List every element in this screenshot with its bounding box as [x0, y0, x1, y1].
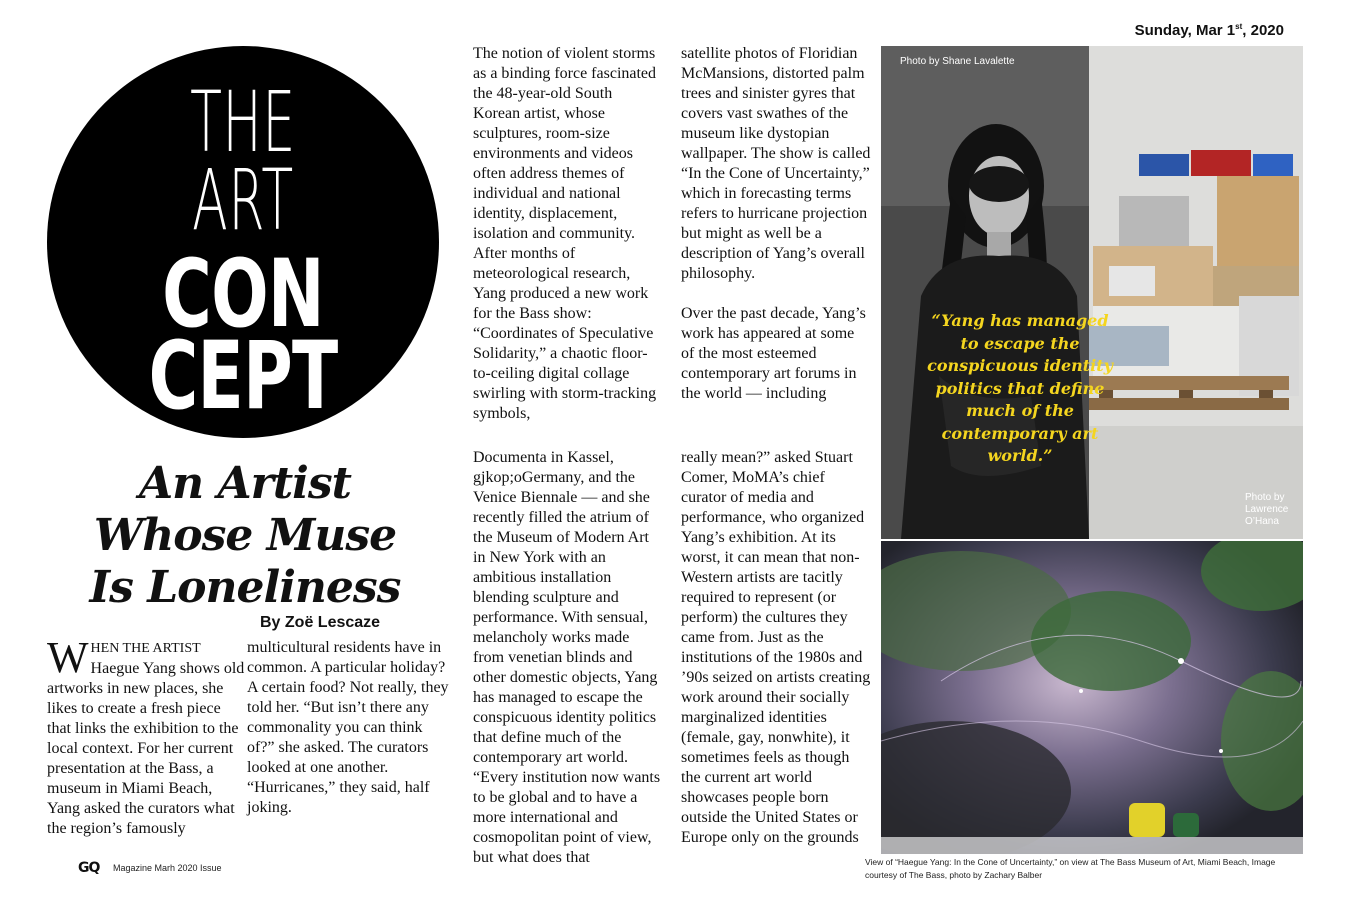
title-line-cept: CEPT	[148, 322, 338, 431]
article-column-3-top: The notion of violent storms as a binding force fascinated the 48-year-old South Korean artist, whose sculptures, room-size environments and videos often address themes of individual and national identity, displacement, isolation and community. After months of meteorological research, Yang produced a new work for the Bass show: “Coordinates of Speculative Solidarity,” a chaotic floor-to-ceiling digital collage swirling with storm-tracking symbols,	[473, 45, 657, 422]
article-column-4-bottom: really mean?” asked Stuart Comer, MoMA’s chief curator of media and performance, who organized Yang’s exhibition. At its worst, it can mean that non-Western artists are tacitly required to represent (or perform) the cultures they came from. Just as the institutions of the 1980s and ’90s seized on artists creating work around their socially marginalized identities (female, gay, nonwhite), it sometimes feels as though the current art world showcases people born outside the United States or Europe only on the grounds	[681, 449, 871, 846]
pull-quote: “Yang has managed to escape the conspicuous identity politics that define much of the contemporary art world.”	[927, 311, 1113, 465]
article-column-2: multicultural residents have in common. A particular holiday? A certain food? Not really, they told her. “But isn’t there any commonality you can think of?” she asked. The curators looked at one another. “Hurricanes,” they said, half joking.	[247, 639, 449, 816]
collage-illustration	[881, 541, 1303, 854]
article-column-3-bottom: Documenta in Kassel, gjkop;oGermany, and the Venice Biennale — and she recently filled the atrium of the Museum of Modern Art in New York with an ambitious installation blending sculpture and performance. With sensual, melancholy works made from venetian blinds and other domestic objects, Yang has managed to escape the conspicuous identity politics that define much of the contemporary art world. “Every institution now wants to be global and to have a more international and cosmopolitan point of view, but what does that	[473, 449, 661, 866]
gq-logo: GQ	[78, 860, 100, 876]
installation-photo	[1089, 46, 1303, 539]
title-line-the: THE	[190, 73, 296, 171]
footer-issue: Magazine Marh 2020 Issue	[113, 863, 222, 873]
collage-photo	[881, 541, 1303, 854]
drop-cap: W	[47, 633, 89, 682]
installation-illustration	[1089, 46, 1303, 539]
title-line-con: CON	[162, 240, 324, 349]
photo-caption: View of “Haegue Yang: In the Cone of Uncertainty,” on view at The Bass Museum of Art, Miami Beach, Image courtesy of The Bass, photo by Zachary Balber	[865, 857, 1276, 880]
byline: By Zoë Lescaze	[260, 614, 381, 631]
article-column-4-top: satellite photos of Floridian McMansions, distorted palm trees and sinister gyres that covers vast swathes of the museum like dystopian wallpaper. The show is called “In the Cone of Uncertainty,” which in forecasting terms refers to hurricane projection but might as well be a description of Yang’s overall philosophy. Over the past decade, Yang’s work has appeared at some of the most esteemed contemporary art forums in the world — including	[681, 45, 871, 402]
article-headline: An Artist Whose Muse Is Loneliness	[89, 458, 401, 613]
lead-in: HEN THE ARTIST	[90, 641, 201, 656]
title-line-art: ART	[192, 151, 294, 249]
article-column-1: WHEN THE ARTIST Haegue Yang shows old artworks in new places, she likes to create a fresh piece that links the exhibition to the local context. For her current presentation at the Bass, a museum in Miami Beach, Yang asked the curators what the region’s famously	[47, 633, 245, 837]
photo-credit-portrait: Photo by Shane Lavalette	[900, 56, 1015, 67]
photo-credit-installation: Photo by Lawrence O’Hana	[1245, 492, 1289, 527]
issue-date: Sunday, Mar 1st, 2020	[1134, 22, 1284, 39]
